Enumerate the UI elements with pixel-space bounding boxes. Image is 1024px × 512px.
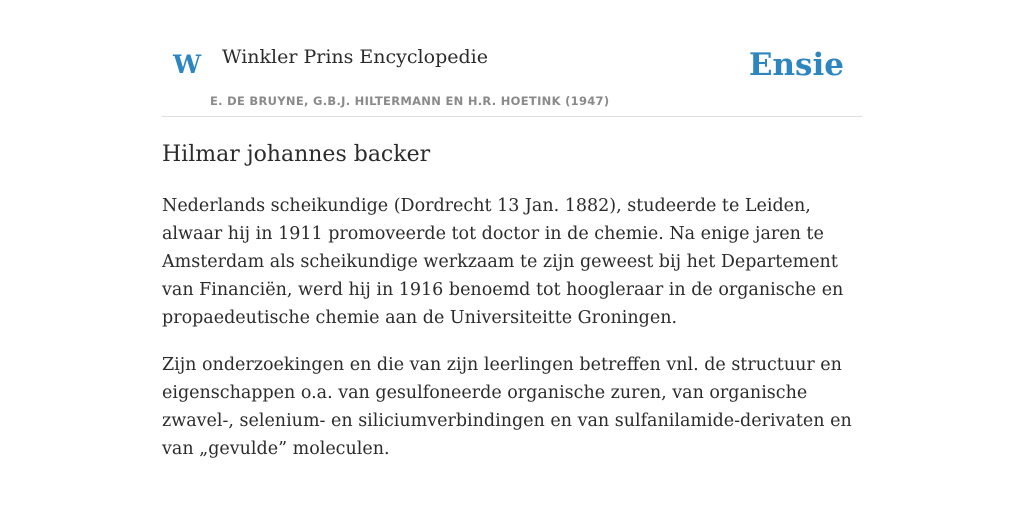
source-header bbox=[162, 0, 862, 117]
entry-title: Hilmar johannes backer bbox=[162, 142, 431, 167]
article-paragraph: Nederlands scheikundige (Dordrecht 13 Jan. 1882), studeerde te Leiden, alwaar hij in 1911 promoveerde tot doctor in de chemie. Na enige jaren te Amsterdam als scheikundige werkzaam te zijn geweest bij het Departement van Financiën, werd hij in 1916 benoemd tot hoogleraar in de organische en propaedeutische chemie aan de Universiteitte Groningen. bbox=[162, 195, 844, 328]
source-authors: E. DE BRUYNE, G.B.J. HILTERMANN EN H.R. HOETINK (1947) bbox=[210, 94, 610, 108]
winkler-prins-logo[interactable]: W bbox=[173, 50, 202, 79]
article-paragraph: Zijn onderzoekingen en die van zijn leerlingen betreffen vnl. de structuur en eigenschappen o.a. van gesulfoneerde organische zuren, van organische zwavel-, selenium- en siliciumverbindingen en van sulfanilamide-derivaten en van „gevulde” moleculen. bbox=[162, 354, 852, 459]
article-card bbox=[162, 0, 862, 463]
source-title[interactable]: Winkler Prins Encyclopedie bbox=[222, 46, 488, 68]
ensie-logo[interactable]: Ensie bbox=[748, 47, 844, 83]
